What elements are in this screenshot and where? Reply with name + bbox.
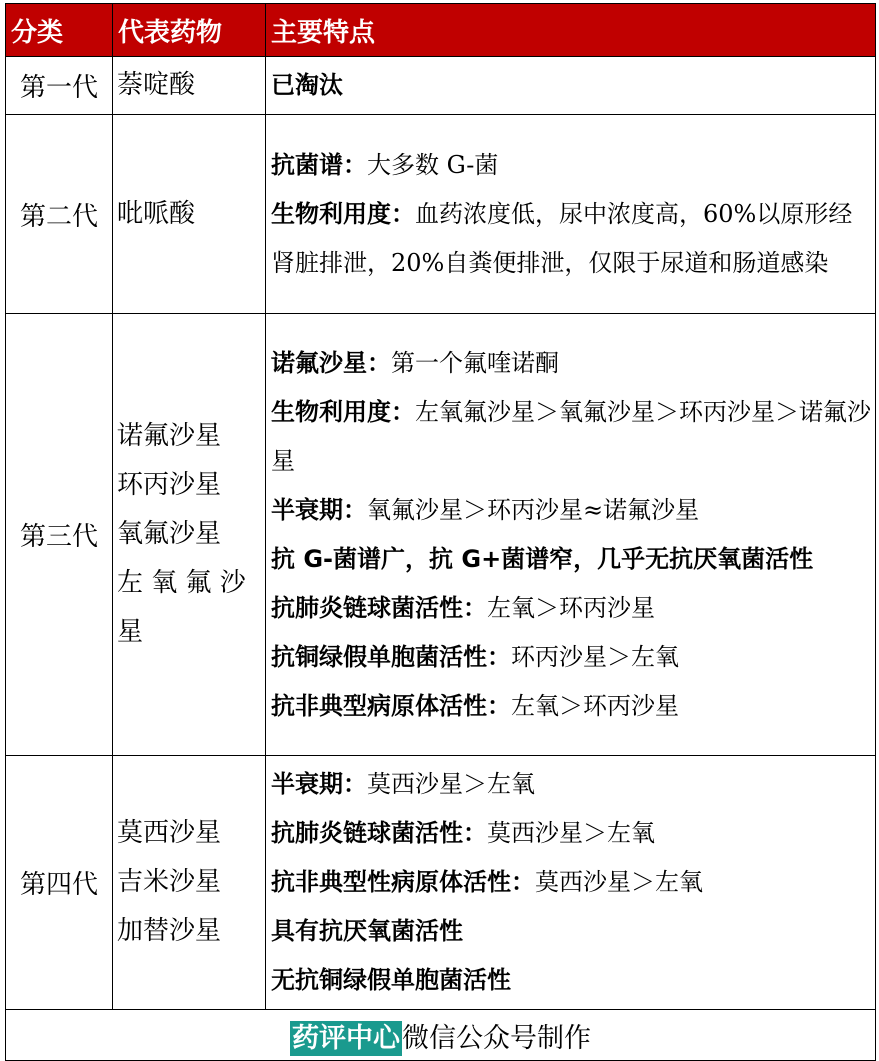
gen3-half-life-label: 半衰期： xyxy=(271,495,367,524)
gen3-atypical-label: 抗非典型病原体活性： xyxy=(271,691,511,720)
gen3-drug-1: 诺氟沙星 xyxy=(117,421,222,451)
row-gen1 xyxy=(6,57,876,115)
gen3-half-life xyxy=(271,486,875,535)
gen2-features xyxy=(266,115,876,314)
gen1-label: 第一代 xyxy=(6,57,113,115)
footer-brand: 药评中心 xyxy=(292,1022,400,1054)
gen4-anaerobe: 具有抗厌氧菌活性 xyxy=(271,917,463,945)
quinolone-table xyxy=(5,3,876,1061)
gen3-spectrum: 抗 G-菌谱广，抗 G+菌谱窄，几乎无抗厌氧菌活性 xyxy=(271,544,814,573)
gen4-half-life-value: 莫西沙星＞左氧 xyxy=(367,770,535,798)
gen3-bioavailability-value: 左氧氟沙星＞氧氟沙星＞环丙沙星＞诺氟沙星 xyxy=(271,397,871,475)
gen2-bioavailability-value: 血药浓度低，尿中浓度高，60%以原形经肾脏排泄，20%自粪便排泄，仅限于尿道和肠道感染 xyxy=(271,199,853,277)
gen1-features xyxy=(266,57,876,115)
gen3-pneumococcus-value: 左氧＞环丙沙星 xyxy=(487,593,655,622)
gen3-norfloxacin-label: 诺氟沙星： xyxy=(271,348,391,377)
gen3-pseudomonas xyxy=(271,633,875,682)
gen2-spectrum xyxy=(271,141,875,190)
footer-cell xyxy=(6,1010,876,1061)
gen3-pseudomonas-label: 抗铜绿假单胞菌活性： xyxy=(271,642,511,671)
gen4-drug-3: 加替沙星 xyxy=(117,916,222,946)
gen3-half-life-value: 氧氟沙星＞环丙沙星≈诺氟沙星 xyxy=(367,495,700,524)
gen4-half-life-label: 半衰期： xyxy=(271,770,367,798)
row-gen2 xyxy=(6,115,876,314)
gen4-drug-2: 吉米沙星 xyxy=(117,867,222,897)
row-gen3 xyxy=(6,314,876,756)
gen1-drugs xyxy=(113,57,266,115)
header-row xyxy=(6,4,876,57)
gen1-drug-1: 萘啶酸 xyxy=(117,70,196,100)
gen3-atypical xyxy=(271,682,875,731)
footer-row xyxy=(6,1010,876,1061)
gen3-pseudomonas-value: 环丙沙星＞左氧 xyxy=(511,642,679,671)
gen2-bioavailability xyxy=(271,190,875,288)
gen2-label: 第二代 xyxy=(6,115,113,314)
gen4-label: 第四代 xyxy=(6,756,113,1010)
gen3-label: 第三代 xyxy=(6,314,113,756)
gen2-spectrum-label: 抗菌谱： xyxy=(271,150,367,179)
gen3-norfloxacin xyxy=(271,339,875,388)
gen1-note: 已淘汰 xyxy=(271,71,343,99)
gen4-pneumococcus xyxy=(271,809,875,858)
gen3-drug-2: 环丙沙星 xyxy=(117,470,222,500)
gen2-spectrum-value: 大多数 G-菌 xyxy=(367,150,499,179)
gen3-drug-4: 左 氧 氟 沙 xyxy=(117,568,246,598)
gen4-atypical-label: 抗非典型性病原体活性： xyxy=(271,868,535,896)
footer-text: 微信公众号制作 xyxy=(402,1022,591,1054)
gen3-pneumococcus-label: 抗肺炎链球菌活性： xyxy=(271,593,487,622)
gen3-drug-3: 氧氟沙星 xyxy=(117,519,222,549)
gen4-features xyxy=(266,756,876,1010)
gen3-bioavailability xyxy=(271,388,875,486)
row-gen4 xyxy=(6,756,876,1010)
gen2-drugs xyxy=(113,115,266,314)
gen3-bioavailability-label: 生物利用度： xyxy=(271,397,415,426)
gen4-half-life xyxy=(271,760,875,809)
gen2-bioavailability-label: 生物利用度： xyxy=(271,199,415,228)
gen3-atypical-value: 左氧＞环丙沙星 xyxy=(511,691,679,720)
gen3-features xyxy=(266,314,876,756)
gen4-pneumococcus-value: 莫西沙星＞左氧 xyxy=(487,819,655,847)
header-category: 分类 xyxy=(6,4,113,57)
gen4-atypical xyxy=(271,858,875,907)
header-drugs: 代表药物 xyxy=(113,4,266,57)
gen3-norfloxacin-value: 第一个氟喹诺酮 xyxy=(391,348,559,377)
gen4-no-pseudomonas: 无抗铜绿假单胞菌活性 xyxy=(271,966,511,994)
gen4-drugs xyxy=(113,756,266,1010)
gen2-drug-1: 吡哌酸 xyxy=(117,198,196,229)
gen4-drug-1: 莫西沙星 xyxy=(117,818,222,848)
gen4-pneumococcus-label: 抗肺炎链球菌活性： xyxy=(271,819,487,847)
gen3-drugs xyxy=(113,314,266,756)
gen4-atypical-value: 莫西沙星＞左氧 xyxy=(535,868,703,896)
header-features: 主要特点 xyxy=(266,4,876,57)
gen3-pneumococcus xyxy=(271,584,875,633)
gen3-drug-4-cont: 星 xyxy=(117,617,144,647)
